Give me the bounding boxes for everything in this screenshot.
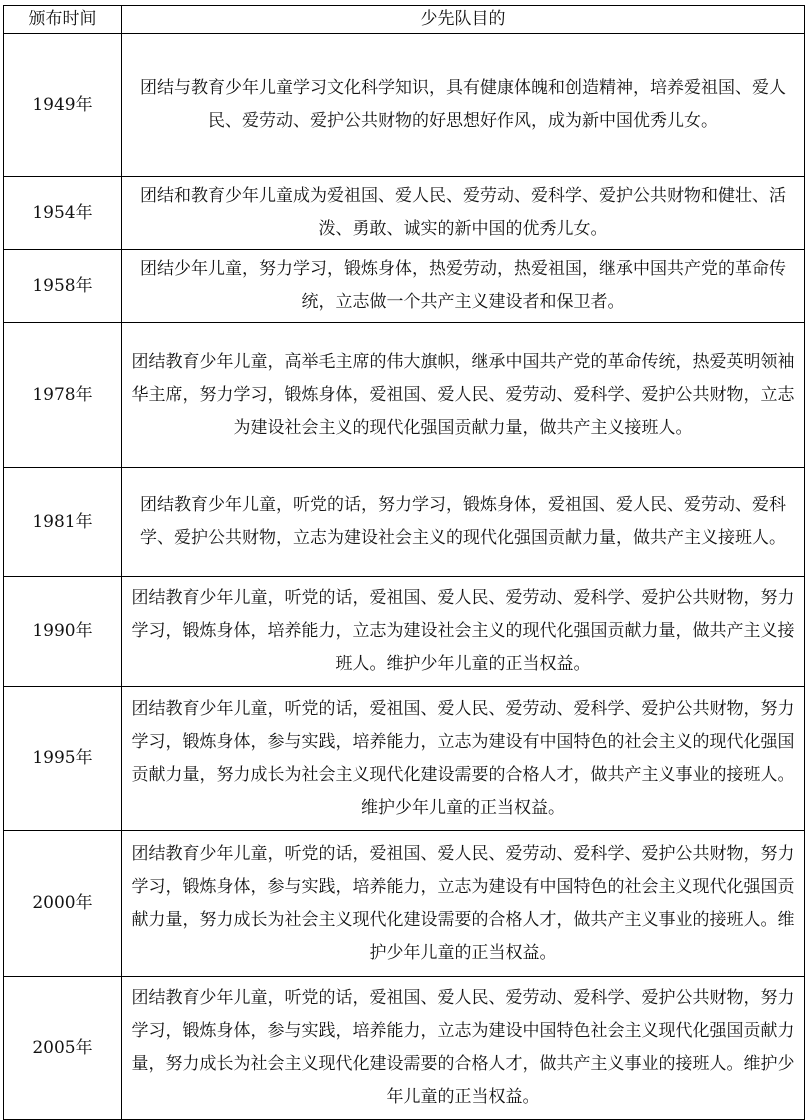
table-row (4, 250, 805, 323)
table-row (4, 977, 805, 1120)
row-goal: 团结教育少年儿童，听党的话，努力学习，锻炼身体，爱祖国、爱人民、爱劳动、爱科学、爱护公共财物，立志为建设社会主义的现代化强国贡献力量，做共产主义接班人。 (122, 468, 805, 577)
row-goal: 团结教育少年儿童，听党的话，爱祖国、爱人民、爱劳动、爱科学、爱护公共财物，努力学习，锻炼身体，参与实践，培养能力，立志为建设中国特色社会主义现代化强国贡献力量，努力成长为社会主义现代化建设需要的合格人才，做共产主义事业的接班人。维护少年儿童的正当权益。 (122, 977, 805, 1120)
row-goal: 团结教育少年儿童，听党的话，爱祖国、爱人民、爱劳动、爱科学、爱护公共财物，努力学习，锻炼身体，参与实践，培养能力，立志为建设有中国特色的社会主义现代化强国贡献力量，努力成长为社会主义现代化建设需要的合格人才，做共产主义事业的接班人。维护少年儿童的正当权益。 (122, 831, 805, 977)
header-year: 颁布时间 (4, 6, 122, 34)
row-goal: 团结教育少年儿童，高举毛主席的伟大旗帜，继承中国共产党的革命传统，热爱英明领袖华主席，努力学习，锻炼身体，爱祖国、爱人民、爱劳动、爱科学、爱护公共财物，立志为建设社会主义的现代化强国贡献力量，做共产主义接班人。 (122, 323, 805, 468)
row-year: 1958年 (4, 250, 122, 323)
row-goal: 团结与教育少年儿童学习文化科学知识，具有健康体魄和创造精神，培养爱祖国、爱人民、爱劳动、爱护公共财物的好思想好作风，成为新中国优秀儿女。 (122, 34, 805, 177)
table-row (4, 34, 805, 177)
row-year: 1995年 (4, 687, 122, 831)
row-goal: 团结和教育少年儿童成为爱祖国、爱人民、爱劳动、爱科学、爱护公共财物和健壮、活泼、勇敢、诚实的新中国的优秀儿女。 (122, 177, 805, 250)
table-row (4, 468, 805, 577)
header-goal: 少先队目的 (122, 6, 805, 34)
row-year: 2005年 (4, 977, 122, 1120)
table-row (4, 687, 805, 831)
row-goal: 团结教育少年儿童，听党的话，爱祖国、爱人民、爱劳动、爱科学、爱护公共财物，努力学习，锻炼身体，培养能力，立志为建设社会主义的现代化强国贡献力量，做共产主义接班人。维护少年儿童的正当权益。 (122, 577, 805, 687)
row-year: 1978年 (4, 323, 122, 468)
row-year: 1954年 (4, 177, 122, 250)
table-row (4, 323, 805, 468)
pioneers-goals-table (3, 5, 805, 1120)
row-year: 1981年 (4, 468, 122, 577)
header-row (4, 6, 805, 34)
row-year: 1990年 (4, 577, 122, 687)
row-goal: 团结少年儿童，努力学习，锻炼身体，热爱劳动，热爱祖国，继承中国共产党的革命传统，立志做一个共产主义建设者和保卫者。 (122, 250, 805, 323)
row-goal: 团结教育少年儿童，听党的话，爱祖国、爱人民、爱劳动、爱科学、爱护公共财物，努力学习，锻炼身体，参与实践，培养能力，立志为建设有中国特色的社会主义的现代化强国贡献力量，努力成长为社会主义现代化建设需要的合格人才，做共产主义事业的接班人。维护少年儿童的正当权益。 (122, 687, 805, 831)
table-row (4, 577, 805, 687)
row-year: 2000年 (4, 831, 122, 977)
row-year: 1949年 (4, 34, 122, 177)
table-row (4, 831, 805, 977)
table-row (4, 177, 805, 250)
